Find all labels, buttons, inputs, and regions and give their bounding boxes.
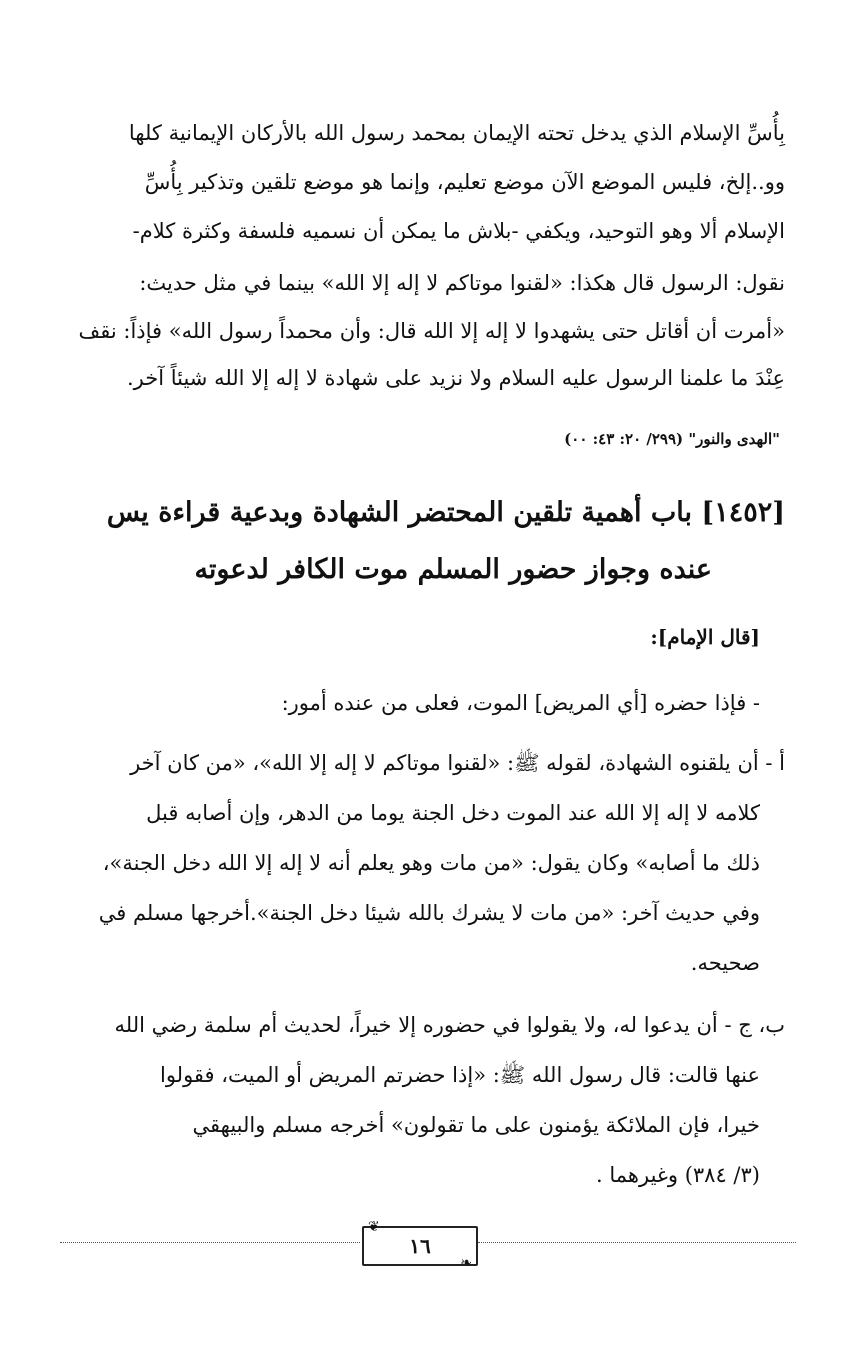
point-b-line: عنها قالت: قال رسول الله ﷺ: «إذا حضرتم المريض أو الميت، فقولوا <box>159 1063 760 1087</box>
point-b-line: ب، ج - أن يدعوا له، ولا يقولوا في حضوره إلا خيراً، لحديث أم سلمة رضي الله <box>114 1013 785 1037</box>
chapter-title-line: [١٤٥٢] باب أهمية تلقين المحتضر الشهادة وبدعية قراءة يس <box>106 497 785 528</box>
ornament-icon: ❦ <box>368 1219 380 1235</box>
chapter-title-line: عنده وجواز حضور المسلم موت الكافر لدعوته <box>194 554 712 585</box>
body-text-line: عِنْدَ ما علمنا الرسول عليه السلام ولا نزيد على شهادة لا إله إلا الله شيئاً آخر. <box>126 366 785 390</box>
body-text-line: الإسلام ألا وهو التوحيد، ويكفي -بلاش ما يمكن أن نسميه فلسفة وكثرة كلام- <box>132 219 785 243</box>
imam-label: [قال الإمام]: <box>650 625 760 649</box>
point-b-line: (٣/ ٣٨٤) وغيرهما . <box>596 1163 760 1187</box>
point-a-line: كلامه لا إله إلا الله عند الموت دخل الجنة يوما من الدهر، وإن أصابه قبل <box>146 801 760 825</box>
body-text-line: وو..إلخ، فليس الموضع الآن موضع تعليم، وإنما هو موضع تلقين وتذكير بِأُسِّ <box>144 170 785 194</box>
footer-dotted-rule <box>60 1242 360 1243</box>
point-b-line: خيرا، فإن الملائكة يؤمنون على ما تقولون» أخرجه مسلم والبيهقي <box>192 1113 760 1137</box>
point-a-line: وفي حديث آخر: «من مات لا يشرك بالله شيئا دخل الجنة».أخرجها مسلم في <box>98 901 760 925</box>
footer-dotted-rule <box>478 1242 796 1243</box>
body-text-line: بِأُسِّ الإسلام الذي يدخل تحته الإيمان بمحمد رسول الله بالأركان الإيمانية كلها <box>128 121 785 145</box>
page-number-frame <box>362 1219 478 1271</box>
point-a-line: أ - أن يلقنوه الشهادة، لقوله ﷺ: «لقنوا موتاكم لا إله إلا الله»، «من كان آخر <box>130 751 785 775</box>
point-a-line: ذلك ما أصابه» وكان يقول: «من مات وهو يعلم أنه لا إله إلا الله دخل الجنة»، <box>102 851 760 875</box>
body-text-line: «أمرت أن أقاتل حتى يشهدوا لا إله إلا الله قال: وأن محمداً رسول الله» فإذاً: نقف <box>78 319 785 343</box>
page-number: ١٦ <box>409 1234 431 1258</box>
intro-line: - فإذا حضره [أي المريض] الموت، فعلى من عنده أمور: <box>281 691 760 715</box>
body-text-line: نقول: الرسول قال هكذا: «لقنوا موتاكم لا إله إلا الله» بينما في مثل حديث: <box>139 271 785 295</box>
point-a-line: صحيحه. <box>690 951 760 975</box>
source-reference: "الهدى والنور" (٢٩٩/ ٢٠: ٤٣: ٠٠) <box>564 430 780 448</box>
ornament-icon: ❧ <box>460 1255 472 1271</box>
